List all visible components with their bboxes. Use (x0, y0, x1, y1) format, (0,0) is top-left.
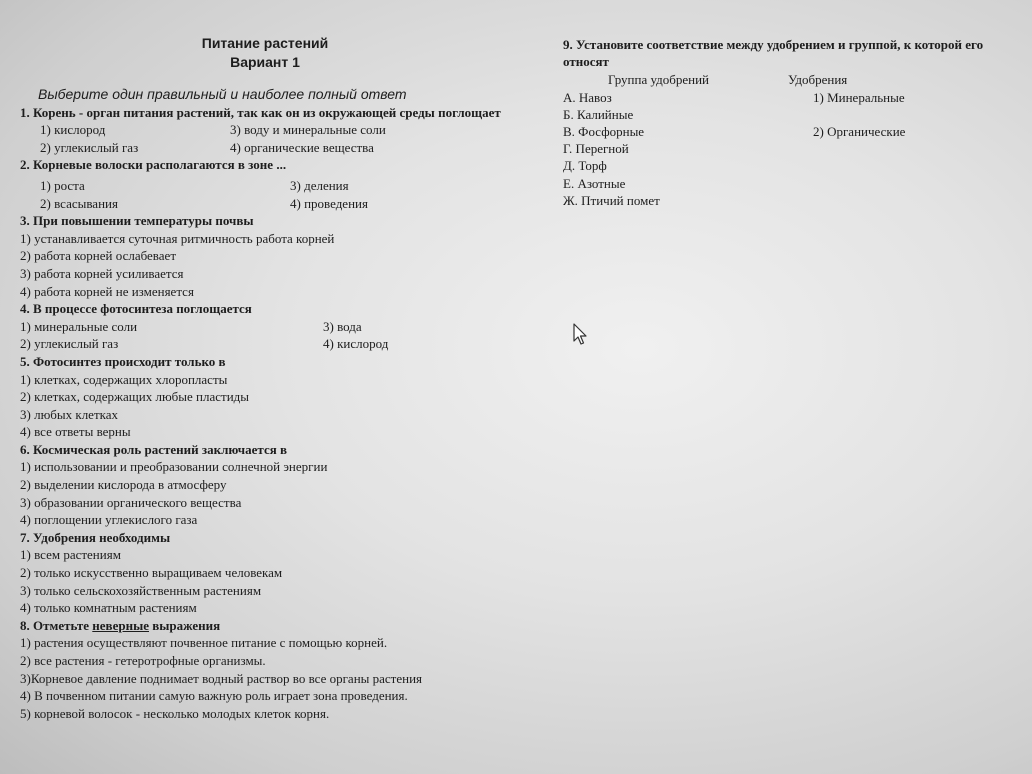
option: 4) В почвенном питании самую важную роль играет зона проведения. (20, 688, 408, 704)
option: 4) только комнатным растениям (20, 600, 197, 616)
option: 2) всасывания (40, 195, 118, 211)
question-text: 3. При повышении температуры почвы (20, 213, 254, 229)
fertilizer-item: В. Фосфорные (563, 124, 645, 140)
option: 3) воду и минеральные соли (230, 122, 386, 138)
fertilizer-item: Д. Торф (563, 158, 607, 174)
matching-row (563, 192, 1032, 209)
option: 2) углекислый газ (40, 139, 139, 155)
question-text (20, 617, 545, 635)
group-item: 2) Органические (813, 124, 906, 140)
option: 2) углекислый газ (20, 336, 119, 352)
option: 3)Корневое давление поднимает водный раствор во все органы растения (20, 670, 423, 686)
question-9 (563, 36, 1032, 209)
matching-row (563, 140, 1032, 157)
option: 2) клетках, содержащих любые пластиды (20, 389, 250, 405)
option: 1) минеральные соли (20, 318, 138, 334)
column-header-group: Группа удобрений (608, 72, 710, 88)
question-text: 5. Фотосинтез происходит только в (20, 353, 226, 369)
option: 3) любых клетках (20, 406, 119, 422)
question-text: 2. Корневые волоски располагаются в зоне ... (20, 157, 287, 173)
question-text: 7. Удобрения необходимы (20, 529, 171, 545)
option: 1) использовании и преобразовании солнечной энергии (20, 459, 328, 475)
question-6 (20, 441, 545, 529)
question-text: 4. В процессе фотосинтеза поглощается (20, 301, 252, 317)
option: 2) выделении кислорода в атмосферу (20, 477, 227, 493)
fertilizer-item: Б. Калийные (563, 106, 634, 122)
question-text: 9. Установите соответствие между удобрением и группой, к которой его (563, 37, 984, 52)
option: 4) поглощении углекислого газа (20, 512, 198, 528)
fertilizer-item: Е. Азотные (563, 175, 626, 191)
option: 4) кислород (323, 336, 389, 352)
instruction: Выберите один правильный и наиболее полный ответ (38, 86, 407, 102)
question-4 (20, 300, 545, 353)
question-8 (20, 617, 545, 723)
question-1 (20, 104, 545, 157)
question-2 (20, 156, 545, 212)
option: 4) работа корней не изменяется (20, 283, 194, 299)
matching-row (563, 175, 1032, 192)
option: 4) органические вещества (230, 139, 374, 155)
underlined-word: неверные (92, 617, 149, 633)
option: 2) все растения - гетеротрофные организмы. (20, 653, 266, 668)
option: 3) образовании органического вещества (20, 494, 242, 510)
option: 1) всем растениям (20, 547, 121, 563)
group-item: 1) Минеральные (813, 89, 905, 105)
column-header-fertilizers: Удобрения (788, 72, 848, 88)
option: 1) растения осуществляют почвенное питание с помощью корней. (20, 635, 388, 651)
question-7 (20, 529, 545, 617)
option: 3) только сельскохозяйственным растениям (20, 582, 262, 598)
option: 3) деления (290, 177, 349, 193)
option: 1) клетках, содержащих хлоропласты (20, 371, 228, 387)
title-block (20, 34, 510, 72)
matching-row (563, 106, 1032, 123)
question-5 (20, 353, 545, 441)
option: 3) вода (323, 318, 362, 334)
fertilizer-item: Г. Перегной (563, 141, 629, 157)
option: 2) работа корней ослабевает (20, 248, 176, 264)
left-column (20, 34, 545, 722)
variant-label: Вариант 1 (230, 54, 300, 70)
question-text-cont: относят (563, 54, 609, 70)
fertilizer-item: А. Навоз (563, 89, 612, 105)
option: 1) роста (40, 177, 85, 193)
fertilizer-item: Ж. Птичий помет (563, 192, 660, 208)
page-title: Питание растений (201, 35, 329, 51)
matching-row (563, 89, 1032, 106)
question-text: 6. Космическая роль растений заключается в (20, 441, 288, 457)
matching-header (563, 71, 1032, 88)
option: 1) кислород (40, 122, 106, 138)
question-suffix: выражения (149, 617, 221, 633)
option: 3) работа корней усиливается (20, 265, 184, 281)
matching-row (563, 123, 1032, 140)
option: 4) проведения (290, 195, 368, 211)
question-3 (20, 212, 545, 300)
question-prefix: 8. Отметьте (20, 617, 93, 633)
question-text: 1. Корень - орган питания растений, так как он из окружающей среды поглощает (20, 104, 501, 120)
option: 1) устанавливается суточная ритмичность работа корней (20, 230, 335, 246)
option: 4) все ответы верны (20, 424, 131, 440)
matching-row (563, 157, 1032, 174)
mouse-pointer-icon (573, 323, 589, 347)
option: 2) только искусственно выращиваем человекам (20, 565, 283, 581)
option: 5) корневой волосок - несколько молодых клеток корня. (20, 705, 330, 721)
